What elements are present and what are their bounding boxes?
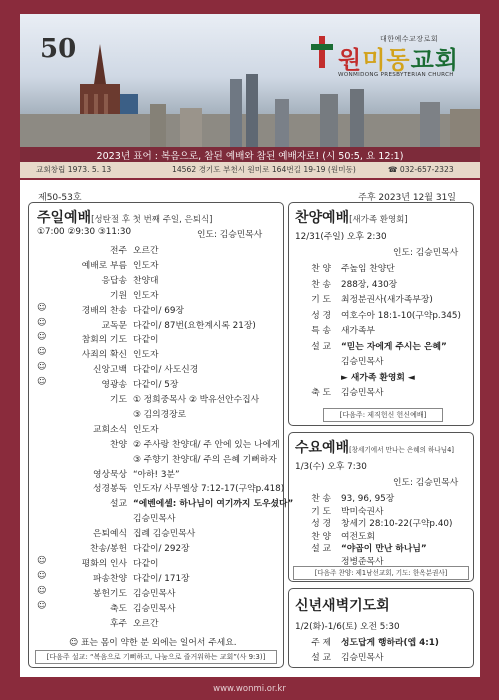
order-item-value: 정병준목사 [341, 557, 384, 567]
praise-leader: 인도: 김승민목사 [393, 248, 459, 258]
sunday-service-times: ①7:00 ②9:30 ③11:30 [37, 227, 132, 237]
order-item-value: 다같이/ 171장 [133, 573, 190, 584]
standing-mark-icon: ☺ [37, 362, 47, 373]
order-item-value: 인도자 [133, 350, 159, 361]
order-item-label: 찬 송 [311, 494, 331, 504]
order-item-label: 영광송 [101, 380, 127, 391]
sunday-worship-title: 주일예배 [37, 210, 92, 226]
order-item-value: 다같이/ 69장 [133, 305, 184, 316]
church-name-part2: 미동 [362, 46, 411, 74]
standing-mark-icon: ☺ [37, 377, 47, 388]
order-item-value: 다같이/ 사도신경 [133, 365, 199, 376]
order-item-label: 영상묵상 [93, 469, 127, 480]
church-phone: ☎ 032-657-2323 [388, 165, 454, 174]
issue-number: 제50-53호 [38, 193, 82, 203]
order-item-value: ① 정희중목사 ② 박유선안수집사 [133, 395, 260, 405]
praise-next-week: [다음주: 제직헌신 헌신예배] [323, 408, 443, 422]
order-item-label: 축도 [110, 603, 127, 614]
order-item-label: 설 교 [311, 544, 331, 555]
order-item-label: 설교 [110, 499, 127, 510]
praise-time: 12/31(주일) 오후 2:30 [295, 232, 387, 242]
order-item-label: 기도 [110, 395, 127, 405]
standing-mark-icon: ☺ [37, 317, 47, 328]
order-item-value: 다같이/ 5장 [133, 380, 179, 391]
order-item-value: 93, 96, 95장 [341, 494, 395, 504]
order-item-label: 설 교 [311, 653, 331, 663]
content-panel [20, 180, 480, 677]
order-item-label: 찬송/봉헌 [90, 544, 127, 554]
order-item-label: 평화의 인사 [81, 558, 127, 569]
established-date: 교회창립 1973. 5. 13 [36, 165, 112, 174]
wednesday-worship-heading [295, 437, 454, 457]
order-item-value: 다같이/ 87번(요한계시록 21장) [133, 320, 256, 331]
order-item-label: 경배의 찬송 [81, 305, 127, 316]
standing-mark-icon: ☺ [37, 302, 47, 313]
order-item-label: 신앙고백 [93, 365, 127, 376]
order-item-label: 기 도 [311, 506, 331, 517]
sunday-worship-subtitle: [성탄절 후 첫 번째 주일, 은퇴식] [91, 215, 213, 225]
order-item-label: 성 경 [311, 310, 331, 321]
order-item-label: 파송찬양 [93, 573, 127, 584]
church-info-bar [20, 162, 480, 178]
order-item-label: 기원 [110, 290, 127, 301]
order-item-value: 인도자 [133, 424, 159, 435]
city-skyline-image [20, 74, 480, 154]
order-item-value: 찬양대 [133, 275, 159, 286]
order-item-label: 예배로 부름 [81, 260, 127, 271]
order-item-value: 주높임 찬양단 [341, 264, 395, 274]
order-item-value: 인도자 [133, 260, 159, 271]
dawn-prayer-time: 1/2(화)-1/6(토) 오전 5:30 [295, 622, 400, 632]
wednesday-leader: 인도: 김승민목사 [393, 478, 459, 488]
order-item-value: 288장, 430장 [341, 279, 398, 290]
order-item-value: 집례 김승민목사 [133, 529, 196, 540]
standing-mark-icon: ☺ [37, 347, 47, 358]
order-item-label: 은퇴예식 [93, 529, 127, 540]
church-name [338, 40, 459, 75]
order-item-label: 성 경 [311, 519, 331, 530]
church-address: 14562 경기도 부천시 원미로 164번길 19-19 (원미동) [172, 165, 356, 174]
order-item-label: 찬양 [110, 439, 127, 450]
dawn-prayer-box [288, 588, 474, 668]
wednesday-worship-box [288, 432, 474, 582]
order-item-value: 성도답게 행하라(엡 4:1) [341, 638, 439, 648]
order-item-value: 여호수아 18:1-10(구약p.345) [341, 310, 461, 321]
sunday-next-week: [다음주 설교: “복음으로 기뻐하고, 나눔으로 즐거워하는 교회”(사 9:3)] [35, 650, 277, 664]
dawn-prayer-title: 신년새벽기도회 [295, 598, 390, 614]
order-item-label: 찬 양 [311, 264, 331, 274]
order-item-label: 주 제 [311, 638, 331, 648]
order-item-label: 전주 [110, 246, 127, 256]
order-item-value: 창세기 28:10-22(구약p.40) [341, 519, 453, 530]
order-item-value: 김승민목사 [341, 357, 384, 367]
order-item-value: 인도자 [133, 290, 159, 301]
order-item-value: 김승민목사 [341, 388, 384, 398]
order-item-value: ② 주사랑 찬양대/ 주 안에 있는 나에게 [133, 439, 280, 450]
order-item-value: ③ 주향기 찬양대/ 주의 은혜 기뻐하자 [133, 454, 277, 465]
standing-mark-icon: ☺ [37, 585, 47, 596]
wednesday-worship-subtitle: [창세기에서 만나는 은혜의 하나님4] [349, 446, 454, 454]
order-item-label: 참회의 기도 [81, 335, 127, 346]
denomination-label: 대한예수교장로회 [380, 35, 439, 43]
order-item-value: ► 새가족 환영회 ◄ [341, 372, 415, 383]
order-item-value: 인도자/ 사무엘상 7:12-17(구약p.418) [133, 484, 285, 495]
order-item-label: 교독문 [101, 320, 127, 331]
wednesday-time: 1/3(수) 오후 7:30 [295, 462, 367, 472]
order-item-value: 다같이 [133, 558, 159, 569]
standing-mark-icon: ☺ [37, 570, 47, 581]
order-item-label: 기 도 [311, 295, 331, 305]
order-item-value: “에벤에셀: 하나님이 여기까지 도우셨다” [133, 499, 294, 510]
order-item-label: 특 송 [311, 326, 331, 336]
order-item-value: 오르간 [133, 246, 159, 256]
order-item-label: 봉헌기도 [93, 588, 127, 599]
order-item-label: 찬 송 [311, 279, 331, 290]
anniversary-number: 50 [40, 34, 77, 64]
order-item-label: 성경봉독 [93, 484, 127, 495]
order-item-value: “야곱이 만난 하나님” [341, 544, 427, 555]
order-item-value: 김승민목사 [133, 588, 176, 599]
church-cross-icon [310, 36, 334, 68]
sunday-worship-box [28, 202, 294, 668]
order-item-value: 다같이 [133, 335, 159, 346]
website-url: www.wonmi.or.kr [213, 684, 286, 694]
wednesday-worship-title: 수요예배 [295, 440, 350, 456]
order-item-value: “아하! 3분” [133, 469, 180, 480]
order-item-value: 김승민목사 [133, 514, 176, 525]
church-name-part3: 교회 [410, 46, 459, 74]
order-item-value: 박미숙권사 [341, 506, 384, 517]
bulletin-date: 주후 2023년 12월 31일 [358, 193, 456, 203]
sunday-leader: 인도: 김승민목사 [197, 230, 263, 240]
order-item-value: ③ 김의경장로 [133, 409, 187, 420]
order-item-value: 다같이/ 292장 [133, 544, 190, 554]
sunday-worship-heading [37, 207, 213, 227]
standing-mark-icon: ☺ [37, 555, 47, 566]
church-name-english: WONMIDONG PRESBYTERIAN CHURCH [338, 72, 454, 78]
praise-worship-title: 찬양예배 [295, 210, 350, 226]
standing-mark-icon: ☺ [37, 332, 47, 343]
order-item-value: 김승민목사 [341, 653, 384, 663]
praise-worship-box [288, 202, 474, 426]
standing-note: ☺ 표는 몸이 약한 분 외에는 일어서 주세요. [69, 638, 237, 648]
order-item-label: 후주 [110, 618, 127, 629]
order-item-value: 새가족부 [341, 326, 375, 336]
order-item-value: 최정분권사(새가족부장) [341, 295, 433, 305]
order-item-value: 여전도회 [341, 531, 375, 542]
order-item-label: 사죄의 확신 [81, 350, 127, 361]
order-item-value: 김승민목사 [133, 603, 176, 614]
order-item-label: 축 도 [311, 388, 331, 398]
order-item-label: 교회소식 [93, 424, 127, 435]
order-item-value: 오르간 [133, 618, 159, 629]
praise-worship-heading [295, 207, 408, 227]
yearly-motto: 2023년 표어 : 복음으로, 참된 예배와 참된 예배자로! (시 50:5, 요 12:1) [20, 147, 480, 167]
standing-mark-icon: ☺ [37, 600, 47, 611]
header-banner [20, 14, 480, 154]
order-item-value: “믿는 자에게 주시는 은혜” [341, 341, 447, 352]
church-name-part1: 원 [338, 46, 363, 74]
order-item-label: 응답송 [101, 275, 127, 286]
wednesday-next-week: [다음주 찬양: 제1남선교회, 기도: 한옥분권사] [293, 566, 469, 580]
order-item-label: 찬 양 [311, 531, 331, 542]
order-item-label: 설 교 [311, 341, 331, 352]
praise-worship-subtitle: [새가족 환영회] [349, 215, 408, 225]
